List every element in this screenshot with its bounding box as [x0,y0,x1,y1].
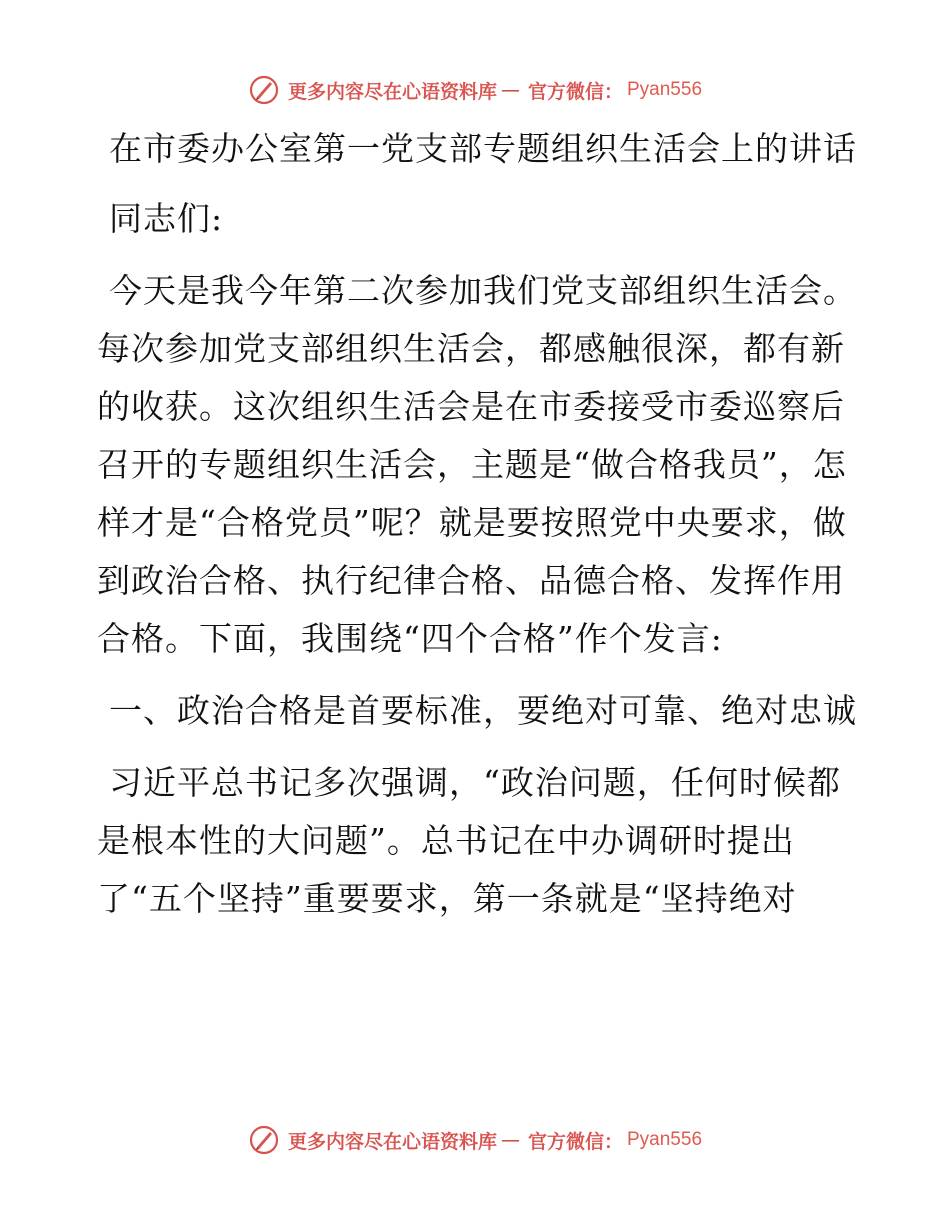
brand-text: 更多内容尽在心语资料库 [287,1130,497,1153]
quill-pen-circle-icon [248,74,280,106]
footer-watermark-banner [0,1120,950,1160]
wechat-id: Pyan556 [627,1129,703,1150]
official-label: 官方微信： [527,1130,623,1153]
header-watermark-banner [0,70,950,110]
quill-pen-circle-icon [248,1124,280,1156]
banner-dash: — [500,1129,520,1151]
brand-text: 更多内容尽在心语资料库 [287,80,497,103]
document-title: 在市委办公室第一党支部专题组织生活会上的讲话 [109,129,857,168]
paragraph-section-1: 习近平总书记多次强调，“政治问题，任何时候都是根本性的大问题”。总书记在中办调研时提出了“五个坚持”重要要求，第一条就是“坚持绝对 [97,763,841,918]
banner-dash: — [500,79,520,101]
wechat-id: Pyan556 [627,79,703,100]
salutation: 同志们: [109,199,224,238]
document-body [97,120,857,942]
paragraph-intro: 今天是我今年第二次参加我们党支部组织生活会。每次参加党支部组织生活会，都感触很深，都有新的收获。这次组织生活会是在市委接受市委巡察后召开的专题组织生活会，主题是“做合格我员”，怎样才是“合格党员”呢？就是要按照党中央要求，做到政治合格、执行纪律合格、品德合格、发挥作用合格。下面，我围绕“四个合格”作个发言: [97,271,857,658]
section-heading-1: 一、政治合格是首要标准，要绝对可靠、绝对忠诚 [109,691,857,730]
official-label: 官方微信： [527,80,623,103]
